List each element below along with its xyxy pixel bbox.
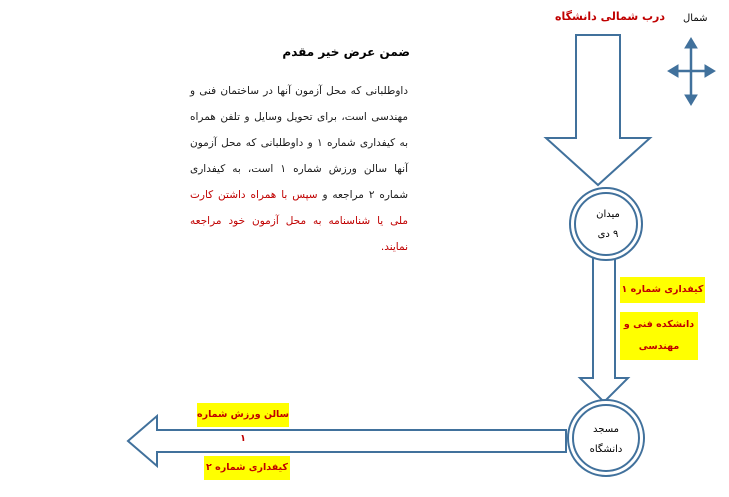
square-label bbox=[578, 208, 638, 242]
instructions-main: داوطلبانی که محل آزمون آنها در ساختمان فنی و مهندسی است، برای تحویل وسایل و تلفن همراه به کیفداری شماره ۱ و داوطلبانی که محل آزمون آنها سالن ورزش شماره ۱ است، به کیفداری شماره ۲ مراجعه و bbox=[190, 85, 408, 201]
square-label-line1: میدان bbox=[596, 209, 620, 220]
square-label-line2: ۹ دی bbox=[597, 229, 619, 240]
tag-sports-hall-1: سالن ورزش شماره ۱ bbox=[197, 403, 289, 427]
tag-bag-check-1: کیفداری شماره ۱ bbox=[620, 277, 705, 303]
mosque-label bbox=[574, 420, 638, 460]
instructions-red: سپس با همراه داشتن کارت ملی یا شناسنامه به محل آزمون خود مراجعه نمایند. bbox=[190, 189, 408, 253]
compass-icon bbox=[668, 38, 715, 105]
mosque-label-line2: دانشگاه bbox=[589, 444, 623, 455]
arrow-gate-to-square bbox=[546, 35, 650, 185]
instructions-paragraph bbox=[190, 78, 408, 260]
north-label: شمال bbox=[683, 13, 708, 24]
north-gate-label: درب شمالی دانشگاه bbox=[555, 10, 666, 23]
mosque-label-line1: مسجد bbox=[593, 424, 619, 435]
arrow-mosque-to-west bbox=[128, 416, 566, 466]
tag-engineering-faculty: دانشکده فنی و مهندسی bbox=[620, 312, 698, 360]
welcome-heading: ضمن عرض خیر مقدم bbox=[282, 45, 410, 59]
tag-bag-check-2: کیفداری شماره ۲ bbox=[204, 456, 290, 480]
